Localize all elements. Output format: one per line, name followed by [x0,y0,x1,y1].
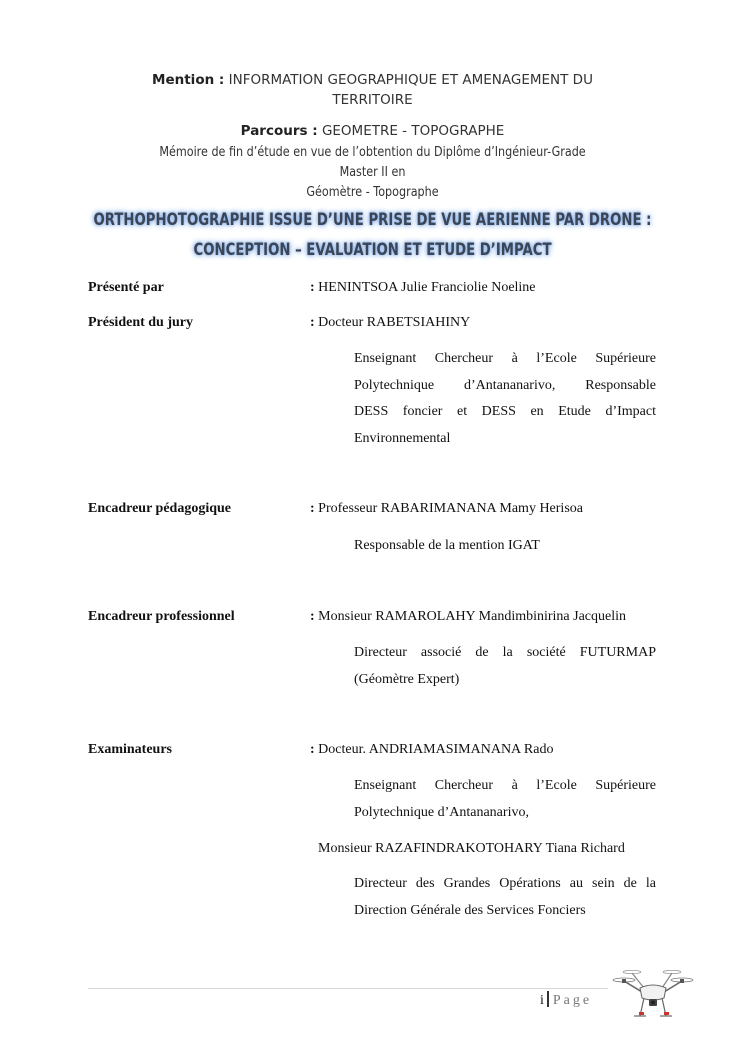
encadreur-pro-value: Monsieur RAMAROLAHY Mandimbinirina Jacquelin [318,609,627,624]
encadreur-peda-label: Encadreur pédagogique [88,501,232,516]
examinateur-1-desc-line-2: Polytechnique d’Antananarivo, [354,804,529,820]
examinateur-1-desc-line-1: Enseignant Chercheur à l’Ecole Supérieure [354,778,656,793]
president-row [310,315,470,331]
drone-icon [612,966,694,1026]
page-number-value: i [540,993,544,1008]
examinateur-2-description [354,871,656,924]
examinateur-2-value: Monsieur RAZAFINDRAKOTOHARY Tiana Richard [318,841,625,856]
examinateur-1-row [310,742,553,758]
thesis-title [0,205,745,265]
memoire-line-1: Mémoire de fin d’étude en vue de l’obtention du Diplôme d’Ingénieur-Grade Master II en [159,145,586,180]
thesis-title-line-2: CONCEPTION – EVALUATION ET ETUDE D’IMPACT [193,240,552,260]
president-desc-line-3: DESS foncier et DESS en Etude d’Impact [354,404,656,419]
encadreur-pro-description [354,640,656,693]
examinateur-1-value: Docteur. ANDRIAMASIMANANA Rado [318,742,554,757]
page-label: Page [552,993,593,1008]
examinateur-1-description [354,773,656,826]
colon: : [310,280,315,295]
encadreur-pro-desc-line-2: (Géomètre Expert) [354,671,460,687]
president-desc-line-2: Polytechnique d’Antananarivo, Responsable [354,377,656,393]
examinateur-2-desc-line-1: Directeur des Grandes Opérations au sein de la [354,876,656,891]
mention-label: Mention : [152,72,225,88]
parcours-label: Parcours : [240,123,318,139]
president-desc-line-1: Enseignant Chercheur à l’Ecole Supérieure [354,351,656,366]
encadreur-pro-row [310,609,626,625]
examinateur-2-desc-line-2: Direction Générale des Services Fonciers [354,902,586,918]
encadreur-peda-value: Professeur RABARIMANANA Mamy Herisoa [318,501,583,516]
president-label: Président du jury [88,315,193,330]
presente-label: Présenté par [88,280,164,295]
colon: : [310,742,315,757]
footer-divider [88,988,608,989]
parcours-value: GEOMETRE - TOPOGRAPHE [321,123,505,139]
encadreur-pro-desc-line-1: Directeur associé de la société FUTURMAP [354,645,656,660]
thesis-title-line-1: ORTHOPHOTOGRAPHIE ISSUE D’UNE PRISE DE VUE AERIENNE PAR DRONE : [93,210,652,230]
president-value: Docteur RABETSIAHINY [318,315,471,330]
page-separator [547,991,549,1007]
examinateurs-label: Examinateurs [88,742,172,757]
parcours-line [0,122,745,140]
colon: : [310,609,315,624]
encadreur-pro-label: Encadreur professionnel [88,609,235,624]
memoire-subtitle [147,143,599,203]
page-number [540,991,592,1009]
president-desc-line-4: Environnemental [354,430,451,446]
presente-value: HENINTSOA Julie Franciolie Noeline [318,280,536,295]
colon: : [310,501,315,516]
presente-row [310,280,536,296]
encadreur-peda-row [310,501,583,517]
president-description [354,346,656,452]
mention-line [120,70,625,110]
memoire-line-2: Géomètre - Topographe [306,185,439,200]
mention-value: INFORMATION GEOGRAPHIQUE ET AMENAGEMENT DU TERRITOIRE [228,72,593,108]
colon: : [310,315,315,330]
encadreur-peda-description: Responsable de la mention IGAT [354,538,540,553]
